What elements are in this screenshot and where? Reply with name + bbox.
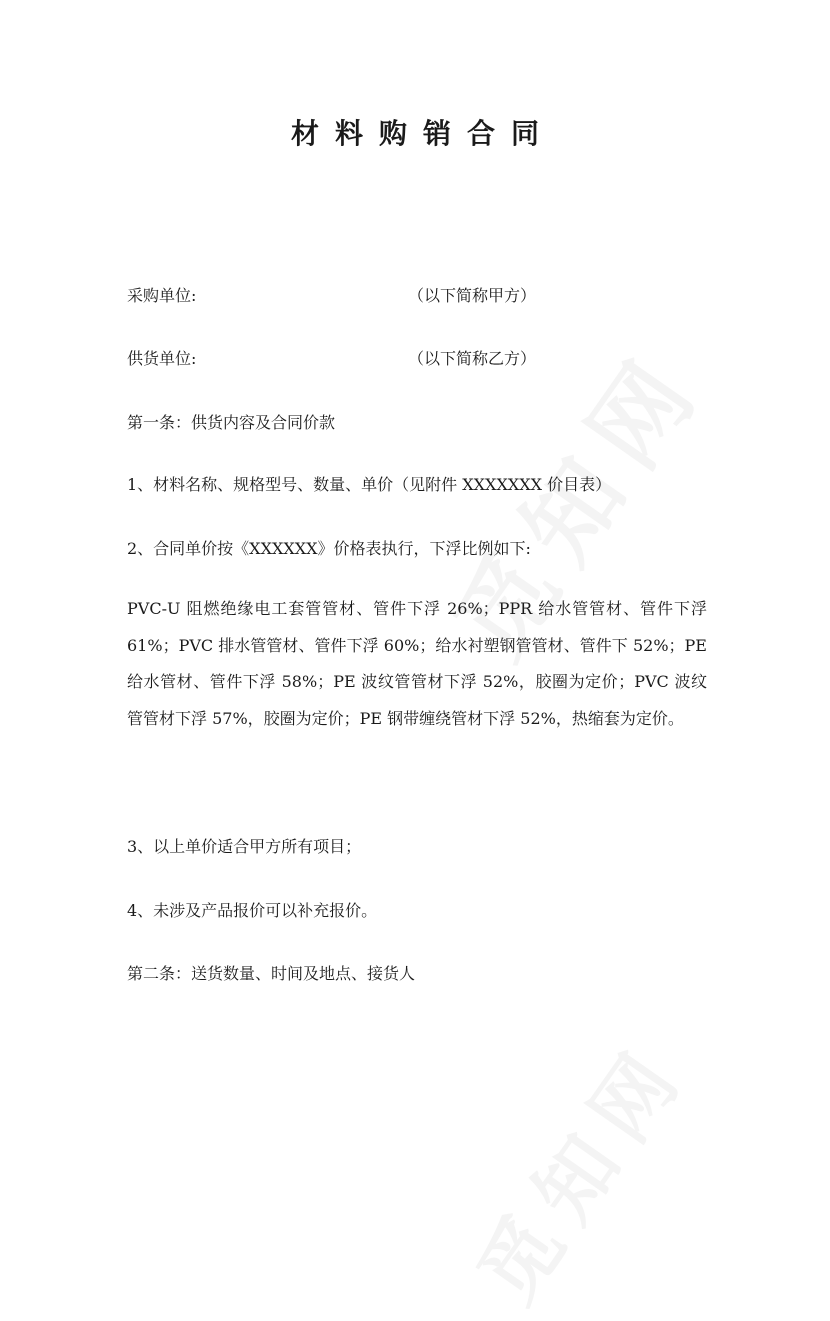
- clause-item-1: 1、材料名称、规格型号、数量、单价（见附件 XXXXXXX 价目表）: [127, 475, 612, 494]
- buyer-note: （以下简称甲方）: [408, 286, 537, 305]
- watermark-secondary: [446, 1014, 709, 1321]
- clause-item-3: 3、以上单价适合甲方所有项目；: [127, 837, 362, 856]
- discount-paragraph: PVC-U 阻燃绝缘电工套管管材、管件下浮 26%；PPR 给水管管材、管件下浮 61%；PVC 排水管管材、管件下浮 60%；给水衬塑钢管管材、管件下 52%；PE 给水管材、管件下浮 58%；PE 波纹管管材下浮 52%，胶圈为定价；PVC 波纹管管材下浮 57%，胶圈为定价；PE 钢带缠绕管材下浮 52%，热缩套为定价。: [127, 599, 707, 728]
- clause-item-2: 2、合同单价按《XXXXXX》价格表执行，下浮比例如下:: [127, 539, 531, 558]
- buyer-label: 采购单位:: [127, 286, 197, 305]
- supplier-label: 供货单位:: [127, 349, 197, 368]
- clause-item-4: 4、未涉及产品报价可以补充报价。: [127, 901, 378, 920]
- article-2-heading: 第二条：送货数量、时间及地点、接货人: [127, 964, 416, 983]
- contract-title: 材料购销合同: [290, 117, 555, 150]
- supplier-note: （以下简称乙方）: [408, 349, 537, 368]
- article-1-heading: 第一条：供货内容及合同价款: [127, 413, 336, 432]
